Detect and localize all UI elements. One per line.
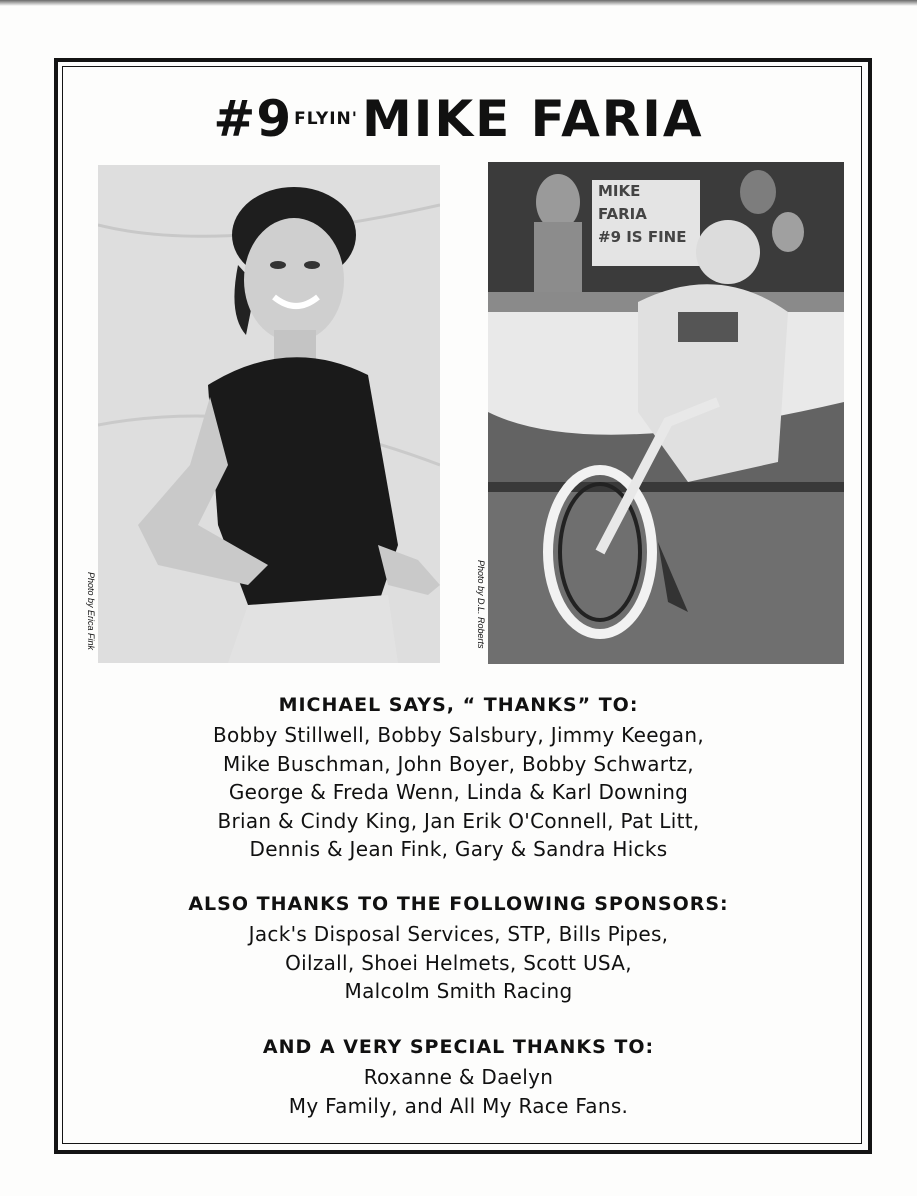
thanks-line: George & Freda Wenn, Linda & Karl Downing bbox=[228, 780, 689, 804]
page-edge-shadow bbox=[0, 0, 917, 6]
thanks-list bbox=[0, 721, 917, 864]
sponsor-line: Oilzall, Shoei Helmets, Scott USA, bbox=[285, 950, 632, 975]
rider-number: #9 bbox=[213, 90, 293, 148]
portrait-photo bbox=[98, 165, 440, 663]
thanks-line: Brian & Cindy King, Jan Erik O'Connell, Pat Litt, bbox=[217, 808, 700, 833]
sponsors-list bbox=[0, 920, 917, 1006]
thanks-line: Bobby Stillwell, Bobby Salsbury, Jimmy Keegan, bbox=[213, 723, 704, 747]
special-thanks-line: Roxanne & Daelyn bbox=[363, 1065, 554, 1089]
sponsor-line: Jack's Disposal Services, STP, Bills Pipes, bbox=[248, 922, 669, 946]
rider-nickname: FLYIN' bbox=[294, 109, 358, 129]
special-thanks-heading: AND A VERY SPECIAL THANKS TO: bbox=[262, 1036, 655, 1058]
sponsor-line: Malcolm Smith Racing bbox=[344, 979, 573, 1003]
special-thanks-list bbox=[0, 1063, 917, 1120]
thanks-line: Dennis & Jean Fink, Gary & Sandra Hicks bbox=[249, 837, 668, 861]
sign-line: FARIA bbox=[598, 205, 647, 223]
thanks-line: Mike Buschman, John Boyer, Bobby Schwartz, bbox=[223, 751, 694, 776]
fan-sign-text bbox=[598, 180, 698, 249]
thanks-heading: MICHAEL SAYS, “ THANKS” TO: bbox=[278, 694, 639, 716]
photo-credit-left: Photo by Erica Fink bbox=[86, 572, 96, 651]
rider-name: MIKE FARIA bbox=[361, 90, 704, 148]
special-thanks-line: My Family, and All My Race Fans. bbox=[288, 1093, 629, 1118]
photo-credit-right: Photo by D.L. Roberts bbox=[476, 560, 486, 649]
sponsors-heading: ALSO THANKS TO THE FOLLOWING SPONSORS: bbox=[188, 893, 729, 915]
page-title bbox=[0, 90, 917, 150]
sign-line: #9 IS FINE bbox=[598, 228, 687, 246]
sign-line: MIKE bbox=[598, 182, 641, 200]
